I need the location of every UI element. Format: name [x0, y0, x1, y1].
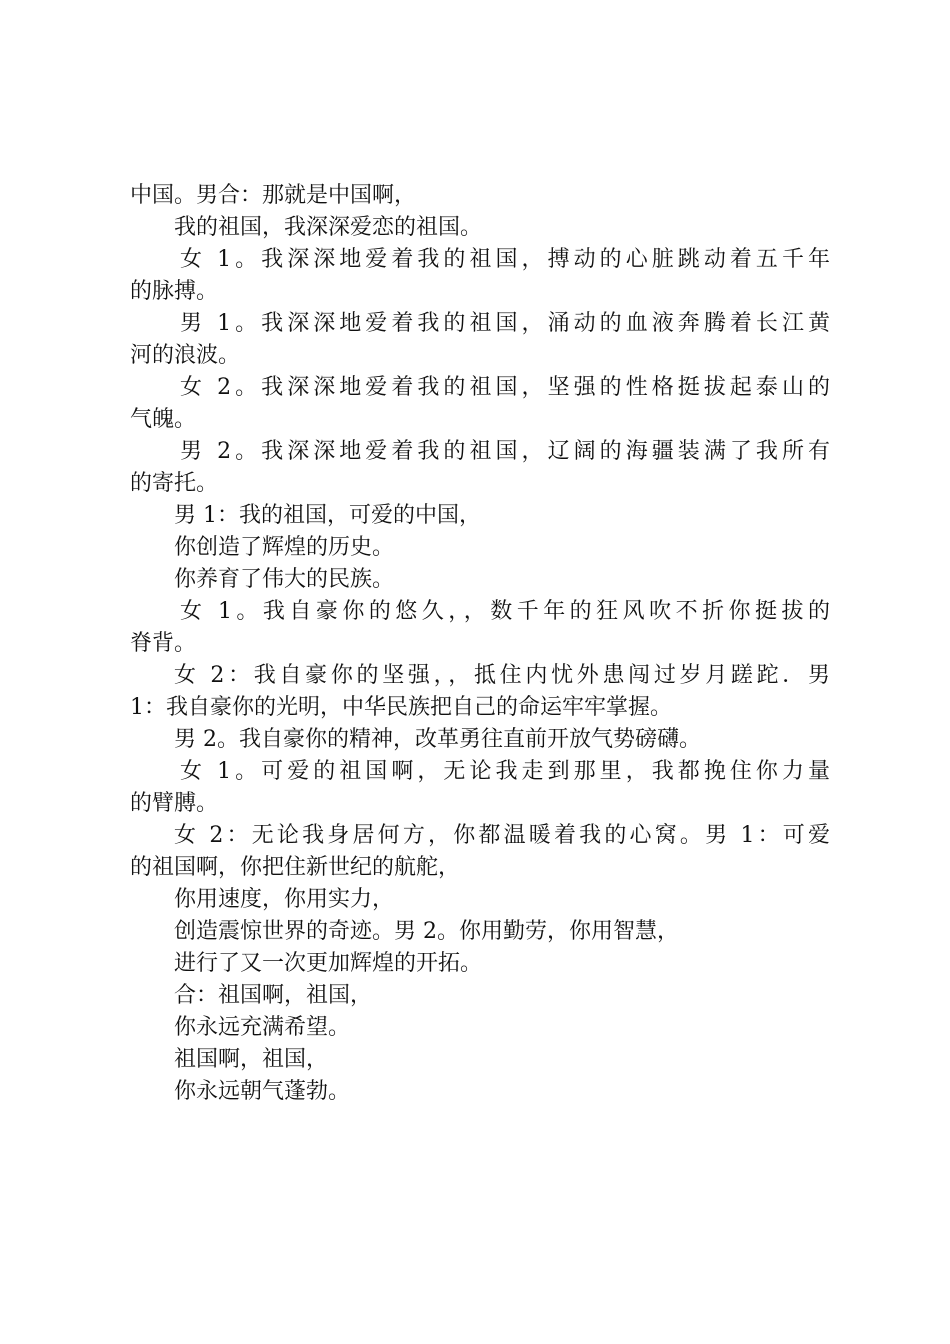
- text-line: 的寄托。: [130, 471, 219, 496]
- text-line: 你创造了辉煌的历史。: [174, 535, 395, 560]
- text-line: 男 1：我的祖国，可爱的中国，: [174, 503, 481, 528]
- text-line: 脊背。: [130, 631, 197, 656]
- text-line: 男 2。我深深地爱着我的祖国，辽阔的海疆装满了我所有: [180, 439, 830, 464]
- text-line: 女 2。我深深地爱着我的祖国，坚强的性格挺拔起泰山的: [180, 375, 830, 400]
- text-line: 男 2。我自豪你的精神，改革勇往直前开放气势磅礴。: [174, 727, 701, 752]
- text-line: 进行了又一次更加辉煌的开拓。: [174, 951, 483, 976]
- text-line: 你用速度，你用实力，: [174, 887, 395, 912]
- text-line: 中国。男合：那就是中国啊，: [130, 183, 417, 208]
- text-line: 气魄。: [130, 407, 197, 432]
- text-line: 的脉搏。: [130, 279, 219, 304]
- text-line: 女 1。我深深地爱着我的祖国，搏动的心脏跳动着五千年: [180, 247, 830, 272]
- text-line: 合：祖国啊，祖国，: [174, 983, 373, 1008]
- text-line: 河的浪波。: [130, 343, 241, 368]
- text-line: 的臂膊。: [130, 791, 219, 816]
- text-line: 你永远朝气蓬勃。: [174, 1079, 351, 1104]
- text-line: 的祖国啊，你把住新世纪的航舵，: [130, 855, 461, 880]
- text-line: 祖国啊，祖国，: [174, 1047, 329, 1072]
- text-line: 女 2：我自豪你的坚强，，抵住内忧外患闯过岁月蹉跎．男: [174, 663, 830, 688]
- text-line: 女 2：无论我身居何方，你都温暖着我的心窝。男 1：可爱: [174, 823, 830, 848]
- text-line: 女 1。我自豪你的悠久，，数千年的狂风吹不折你挺拔的: [180, 599, 830, 624]
- text-line: 1：我自豪你的光明，中华民族把自己的命运牢牢掌握。: [130, 695, 672, 720]
- text-line: 男 1。我深深地爱着我的祖国，涌动的血液奔腾着长江黄: [180, 311, 830, 336]
- text-line: 你永远充满希望。: [174, 1015, 351, 1040]
- document-body: [130, 180, 830, 1108]
- text-line: 你养育了伟大的民族。: [174, 567, 395, 592]
- text-line: 我的祖国，我深深爱恋的祖国。: [174, 215, 483, 240]
- text-line: 创造震惊世界的奇迹。男 2。你用勤劳，你用智慧，: [174, 919, 679, 944]
- text-line: 女 1。可爱的祖国啊，无论我走到那里，我都挽住你力量: [180, 759, 830, 784]
